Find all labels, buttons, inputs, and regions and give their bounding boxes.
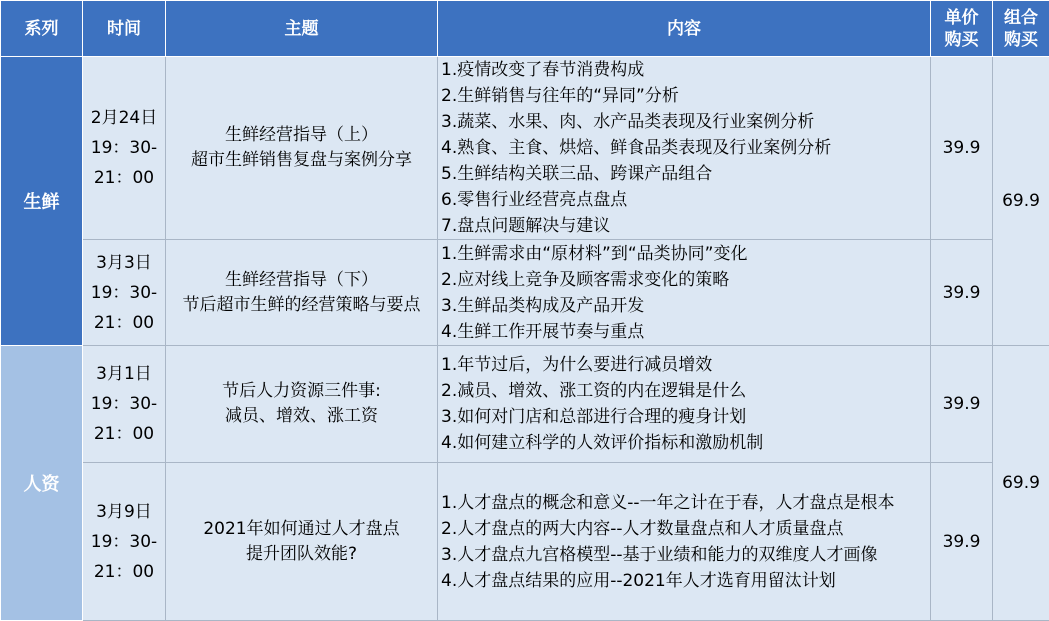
content-item: 1.年节过后，为什么要进行减员增效 [441,352,930,378]
content-item: 4.熟食、主食、烘焙、鲜食品类表现及行业案例分析 [441,135,930,161]
content-item: 4.如何建立科学的人效评价指标和激励机制 [441,430,930,456]
topic-cell [166,240,438,346]
time-start: 19：30- [83,527,165,557]
time-cell [83,57,166,240]
time-cell [83,463,166,621]
content-item: 4.生鲜工作开展节奏与重点 [441,319,930,345]
header-time: 时间 [83,1,166,57]
content-item: 4.人才盘点结果的应用--2021年人才选育用留汰计划 [441,568,930,594]
time-date: 2月24日 [83,103,165,133]
time-date: 3月3日 [83,248,165,278]
time-end: 21：00 [83,308,165,338]
content-cell [438,346,931,463]
content-cell [438,240,931,346]
header-content: 内容 [438,1,931,57]
topic-line: 节后超市生鲜的经营策略与要点 [166,293,437,318]
content-item: 3.如何对门店和总部进行合理的瘦身计划 [441,404,930,430]
header-topic: 主题 [166,1,438,57]
content-item: 3.生鲜品类构成及产品开发 [441,293,930,319]
content-item: 1.生鲜需求由“原材料”到“品类协同”变化 [441,241,930,267]
content-item: 3.人才盘点九宫格模型--基于业绩和能力的双维度人才画像 [441,542,930,568]
time-end: 21：00 [83,557,165,587]
content-item: 2.人才盘点的两大内容--人才数量盘点和人才质量盘点 [441,516,930,542]
header-row [1,1,1049,57]
content-item: 1.疫情改变了春节消费构成 [441,57,930,83]
unit-price: 39.9 [931,346,993,463]
topic-line: 生鲜经营指导（下） [166,268,437,293]
time-end: 21：00 [83,163,165,193]
time-cell [83,346,166,463]
series-hr: 人资 [1,346,83,621]
time-start: 19：30- [83,278,165,308]
topic-cell [166,463,438,621]
content-item: 7.盘点问题解决与建议 [441,213,930,239]
header-series: 系列 [1,1,83,57]
table-row [1,346,1049,463]
content-item: 5.生鲜结构关联三品、跨课产品组合 [441,161,930,187]
content-item: 3.蔬菜、水果、肉、水产品类表现及行业案例分析 [441,109,930,135]
content-item: 2.应对线上竞争及顾客需求变化的策略 [441,267,930,293]
header-bundle: 组合购买 [993,1,1049,57]
content-cell [438,463,931,621]
table-row [1,57,1049,240]
content-item: 2.生鲜销售与往年的“异同”分析 [441,83,930,109]
unit-price: 39.9 [931,240,993,346]
time-start: 19：30- [83,389,165,419]
content-item: 2.减员、增效、涨工资的内在逻辑是什么 [441,378,930,404]
topic-line: 超市生鲜销售复盘与案例分享 [166,148,437,173]
time-date: 3月1日 [83,359,165,389]
topic-line: 2021年如何通过人才盘点 [166,517,437,542]
time-start: 19：30- [83,133,165,163]
time-cell [83,240,166,346]
table-row [1,463,1049,621]
header-unit-price: 单价购买 [931,1,993,57]
series-fresh: 生鲜 [1,57,83,346]
time-date: 3月9日 [83,497,165,527]
bundle-price: 69.9 [993,346,1049,621]
unit-price: 39.9 [931,57,993,240]
content-item: 1.人才盘点的概念和意义--一年之计在于春，人才盘点是根本 [441,490,930,516]
time-end: 21：00 [83,419,165,449]
topic-cell [166,57,438,240]
topic-line: 节后人力资源三件事: [166,379,437,404]
table-row [1,240,1049,346]
topic-line: 生鲜经营指导（上） [166,123,437,148]
topic-line: 减员、增效、涨工资 [166,404,437,429]
unit-price: 39.9 [931,463,993,621]
topic-cell [166,346,438,463]
bundle-price: 69.9 [993,57,1049,346]
content-item: 6.零售行业经营亮点盘点 [441,187,930,213]
topic-line: 提升团队效能? [166,542,437,567]
content-cell [438,57,931,240]
